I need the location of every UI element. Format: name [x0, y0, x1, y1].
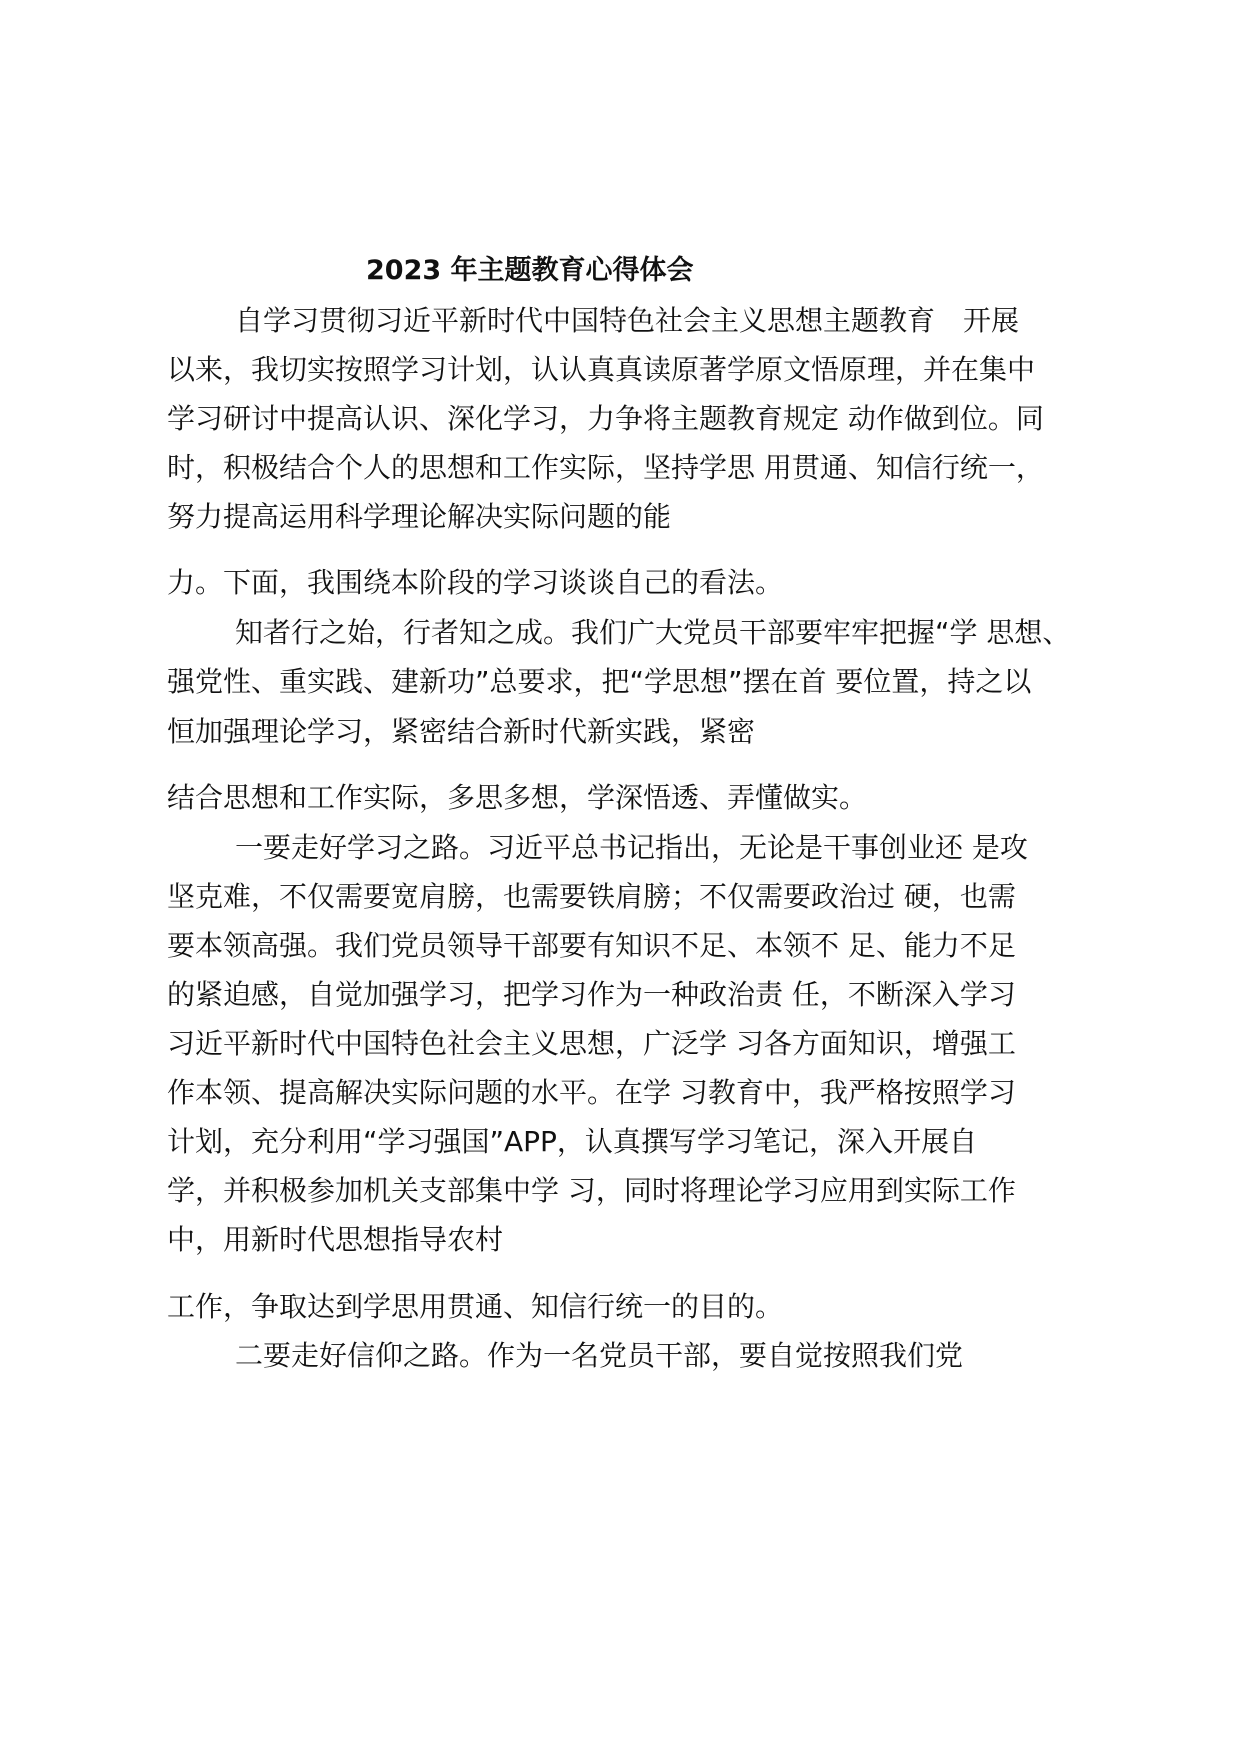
paragraph-line: 一要走好学习之路。习近平总书记指出，无论是干事创业还 是攻: [235, 831, 1028, 864]
document-title: 2023 年主题教育心得体会: [366, 255, 694, 286]
paragraph-line: 作本领、提高解决实际问题的水平。在学 习教育中，我严格按照学习: [167, 1076, 1016, 1109]
paragraph-line: 工作，争取达到学思用贯通、知信行统一的目的。: [167, 1290, 784, 1323]
paragraph-line: 习近平新时代中国特色社会主义思想，广泛学 习各方面知识，增强工: [167, 1027, 1016, 1060]
paragraph-line: 自学习贯彻习近平新时代中国特色社会主义思想主题教育 开展: [235, 304, 1020, 337]
paragraph-line: 力。下面，我围绕本阶段的学习谈谈自己的看法。: [167, 566, 784, 599]
paragraph-line: 学习研讨中提高认识、深化学习，力争将主题教育规定 动作做到位。同: [167, 402, 1044, 435]
paragraph-line: 强党性、重实践、建新功”总要求，把“学思想”摆在首 要位置，持之以: [167, 665, 1032, 698]
paragraph-line: 的紧迫感，自觉加强学习，把学习作为一种政治责 任，不断深入学习: [167, 978, 1016, 1011]
paragraph-line: 中，用新时代思想指导农村: [167, 1223, 504, 1256]
paragraph-line: 坚克难，不仅需要宽肩膀，也需要铁肩膀；不仅需要政治过 硬，也需: [167, 880, 1016, 913]
paragraph-line: 要本领高强。我们党员领导干部要有知识不足、本领不 足、能力不足: [167, 929, 1016, 962]
paragraph-line: 二要走好信仰之路。作为一名党员干部，要自觉按照我们党: [235, 1339, 964, 1372]
paragraph-line: 恒加强理论学习，紧密结合新时代新实践，紧密: [167, 715, 756, 748]
paragraph-line: 努力提高运用科学理论解决实际问题的能: [167, 500, 672, 533]
paragraph-line: 学，并积极参加机关支部集中学 习，同时将理论学习应用到实际工作: [167, 1174, 1016, 1207]
paragraph-line: 时，积极结合个人的思想和工作实际，坚持学思 用贯通、知信行统一，: [167, 451, 1044, 484]
paragraph-line: 计划，充分利用“学习强国”APP，认真撰写学习笔记，深入开展自: [167, 1125, 977, 1158]
paragraph-line: 结合思想和工作实际，多思多想，学深悟透、弄懂做实。: [167, 781, 868, 814]
paragraph-line: 以来，我切实按照学习计划，认认真真读原著学原文悟原理，并在集中: [167, 353, 1036, 386]
paragraph-line: 知者行之始，行者知之成。我们广大党员干部要牢牢把握“学 思想、: [235, 616, 1071, 649]
